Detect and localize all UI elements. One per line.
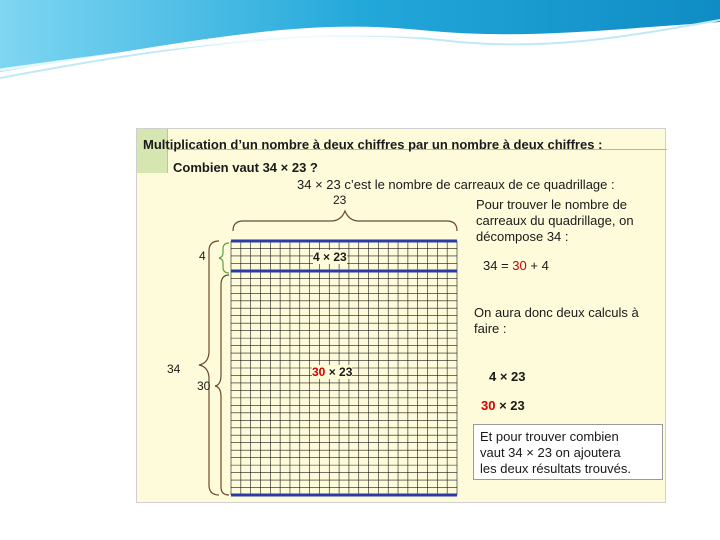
final-line: les deux résultats trouvés. bbox=[480, 461, 632, 476]
final-line: Et pour trouver combien bbox=[480, 429, 619, 444]
grid-label-30x23 bbox=[312, 365, 352, 379]
slide-title: Multiplication d’un nombre à deux chiffres par un nombre à deux chiffres : bbox=[143, 137, 603, 152]
final-note-box bbox=[473, 424, 663, 480]
label-34: 34 bbox=[167, 362, 181, 376]
para1-line: Pour trouver le nombre de bbox=[476, 197, 628, 212]
top-width-label: 23 bbox=[333, 193, 347, 207]
top-brace bbox=[233, 211, 457, 231]
grid-label-30: 30 bbox=[312, 365, 326, 379]
question-text: Combien vaut 34 × 23 ? bbox=[173, 160, 318, 175]
paragraph-calculs bbox=[474, 305, 639, 337]
para1-line: décompose 34 : bbox=[476, 229, 569, 244]
left-brace-34 bbox=[199, 241, 219, 495]
decomp-prefix: 34 = bbox=[483, 258, 513, 273]
paragraph-decompose bbox=[476, 197, 634, 245]
para2-line: On aura donc deux calculs à bbox=[474, 305, 639, 320]
grid-label-4x23: 4 × 23 bbox=[313, 250, 347, 264]
left-brace-30 bbox=[215, 275, 229, 495]
calc-2 bbox=[481, 398, 525, 413]
grid-label-x23: × 23 bbox=[325, 365, 353, 379]
header-decoration bbox=[0, 0, 720, 90]
calc-1: 4 × 23 bbox=[489, 369, 526, 384]
subtitle-text: 34 × 23 c’est le nombre de carreaux de ce quadrillage : bbox=[297, 177, 615, 192]
calc-2-rest: × 23 bbox=[495, 398, 525, 413]
label-30: 30 bbox=[197, 379, 211, 393]
decomp-red: 30 bbox=[512, 258, 527, 273]
left-brace-4 bbox=[219, 243, 229, 273]
final-line: vaut 34 × 23 on ajoutera bbox=[480, 445, 621, 460]
decomp-suffix: + 4 bbox=[526, 258, 549, 273]
para1-line: carreaux du quadrillage, on bbox=[476, 213, 634, 228]
calc-2-red: 30 bbox=[481, 398, 496, 413]
para2-line: faire : bbox=[474, 321, 507, 336]
slide-image bbox=[136, 128, 666, 503]
final-note bbox=[480, 429, 631, 477]
decomposition bbox=[483, 258, 549, 273]
label-4: 4 bbox=[199, 249, 206, 263]
